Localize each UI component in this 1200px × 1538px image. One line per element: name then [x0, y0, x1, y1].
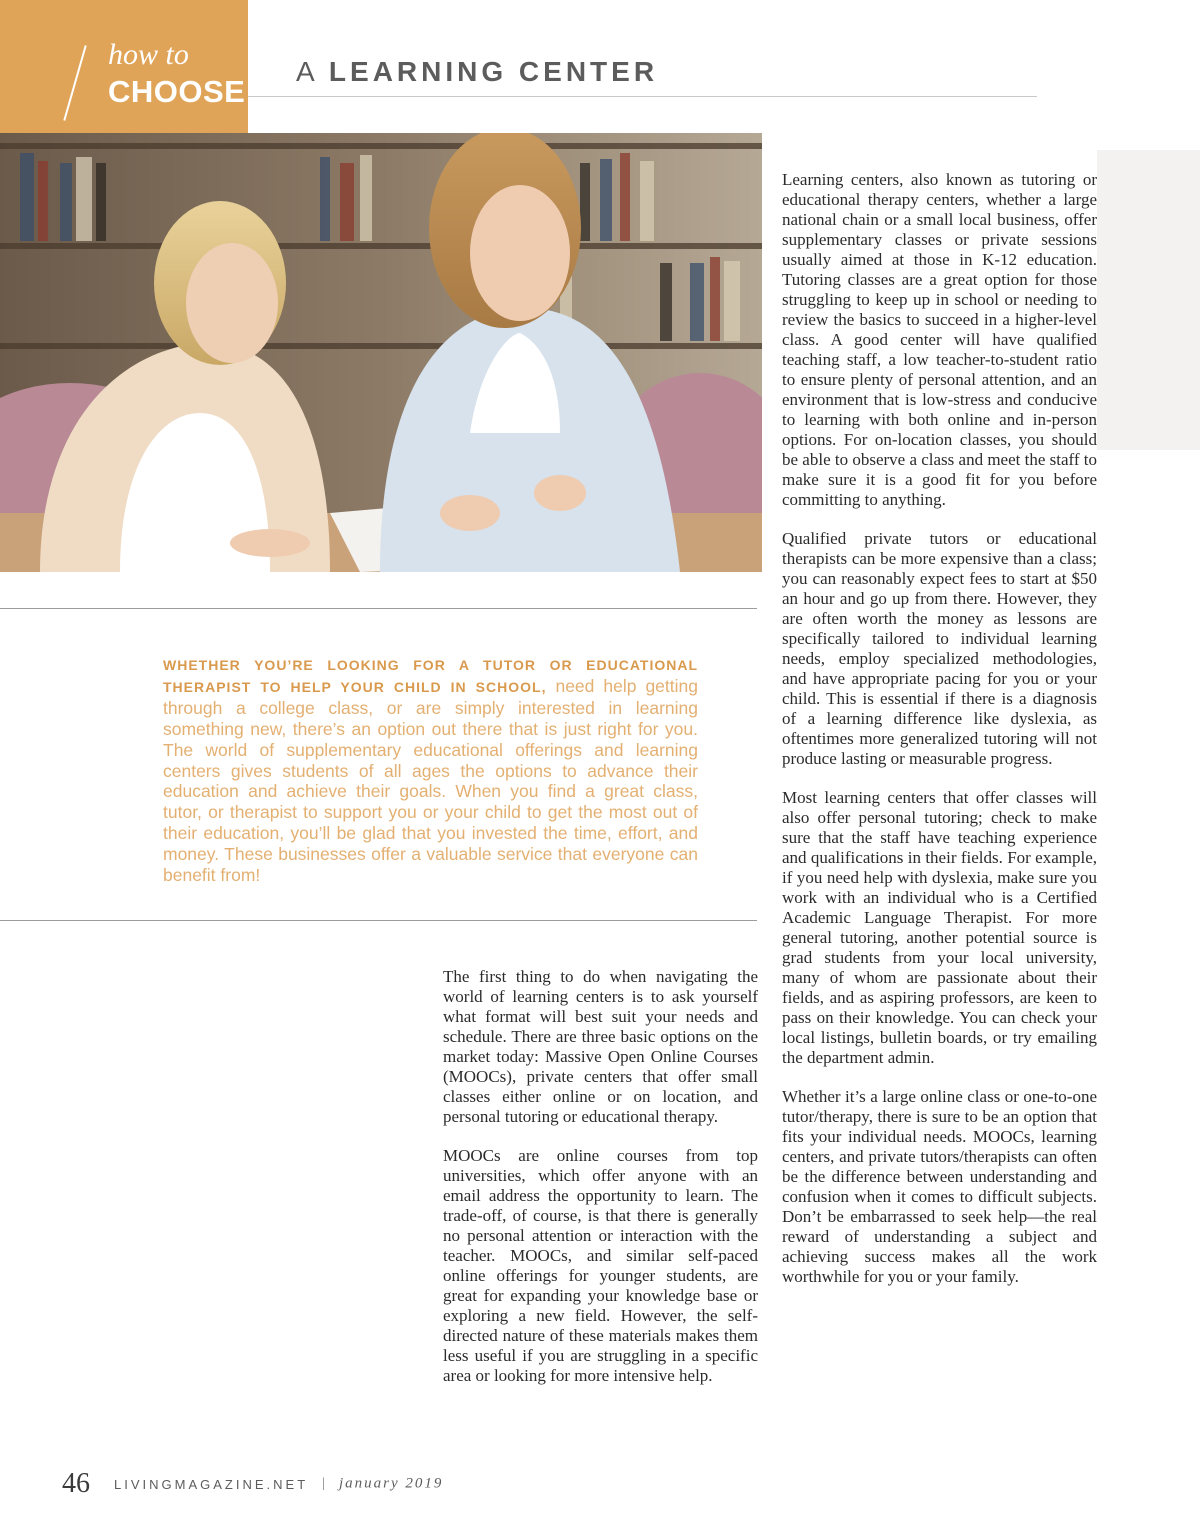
title-prefix: A — [296, 56, 318, 87]
page-footer — [62, 1468, 443, 1498]
pullquote-body: need help getting through a college class, or are simply interested in learning something new, there’s an option out there that is just right for you. The world of supplementary educational offerings and learning centers gives students of all ages the options to advance their education and achieve their goals. When you find a great class, tutor, or therapist to support you or your child to get the most out of their education, you’ll be glad that you invested the time, effort, and money. These businesses offer a valuable service that everyone can benefit from! — [163, 675, 698, 886]
left-paragraph-2: MOOCs are online courses from top universities, which offer anyone with an email address the opportunity to learn. The trade-off, of course, is that there is generally no personal attention or interaction with the teacher. MOOCs, and similar self-paced online offerings for younger students, are great for expanding your knowledge base or exploring a new field. However, the self-directed nature of these materials makes them less useful if you are struggling in a specific area or looking for more intensive help. — [443, 1146, 758, 1385]
pullquote-top-rule — [0, 608, 757, 609]
right-paragraph-2: Qualified private tutors or educational therapists can be more expensive than a class; you can reasonably expect fees to start at $50 an hour and go up from there. However, they are often worth the money as lessons are specifically tailored to individual learning needs, employ specialized methodologies, and have appropriate pacing for you or your child. This is essential if there is a diagnosis of a learning difference like dyslexia, as oftentimes more generalized tutoring will not produce lasting or measurable progress. — [782, 529, 1097, 768]
left-paragraph-1: The first thing to do when navigating the world of learning centers is to ask yourself what format will best suit your needs and schedule. There are three basic options on the market today: Massive Open Online Courses (MOOCs), private centers that offer small classes either online or on location, and personal tutoring or educational therapy. — [443, 967, 758, 1126]
title-divider — [248, 96, 1037, 97]
slash-decoration — [63, 45, 86, 121]
page-number: 46 — [62, 1468, 90, 1499]
pullquote-lead: WHETHER YOU’RE LOOKING FOR A TUTOR OR EDUCATIONAL THERAPIST TO HELP YOUR CHILD IN SCHOOL, — [163, 657, 698, 695]
pull-quote — [163, 654, 698, 886]
right-paragraph-1: Learning centers, also known as tutoring or educational therapy centers, whether a large national chain or a small local business, offer supplementary classes or private sessions usually aimed at those in K-12 education. Tutoring classes are a great option for those struggling to keep up in school or needing to review the basics to succeed in a higher-level class. A good center will have qualified teaching staff, a low teacher-to-student ratio to ensure plenty of personal attention, and an environment that is low-stress and conducive to learning with both online and in-person options. For on-location classes, you should be able to observe a class and meet the staff to make sure it is a good fit for you before committing to anything. — [782, 170, 1098, 509]
article-photo — [0, 133, 762, 572]
left-column — [443, 967, 758, 1405]
footer-issue-date: january 2019 — [338, 1475, 444, 1492]
right-paragraph-4: Whether it’s a large online class or one-to-one tutor/therapy, there is sure to be an option that fits your individual needs. MOOCs, learning centers, and private tutors/therapists can often be the difference between understanding and confusion when it comes to difficult subjects. Don’t be embarrassed to seek help—the real reward of understanding a subject and achieving success makes all the work worthwhile for you or your family. — [782, 1087, 1097, 1286]
footer-site-link[interactable]: LIVINGMAGAZINE.NET — [114, 1476, 309, 1492]
footer-separator: | — [322, 1476, 325, 1491]
badge-how-to: how to — [108, 38, 189, 71]
article-title — [296, 58, 658, 86]
background-panel — [1097, 150, 1200, 450]
title-main: LEARNING CENTER — [328, 56, 659, 87]
pullquote-bottom-rule — [0, 920, 757, 921]
right-paragraph-3: Most learning centers that offer classes will also offer personal tutoring; check to make sure that the staff have teaching experience and qualifications in their fields. For example, if you need help with dyslexia, make sure you work with an individual who is a Certified Academic Language Therapist. For more general tutoring, another potential source is grad students from your local university, many of whom are passionate about their fields, and as aspiring professors, are keen to pass on their knowledge. You can check your local listings, bulletin boards, or try emailing the department admin. — [782, 788, 1097, 1067]
right-column — [782, 170, 1097, 1306]
section-badge — [0, 0, 248, 149]
badge-choose: CHOOSE — [108, 74, 246, 109]
